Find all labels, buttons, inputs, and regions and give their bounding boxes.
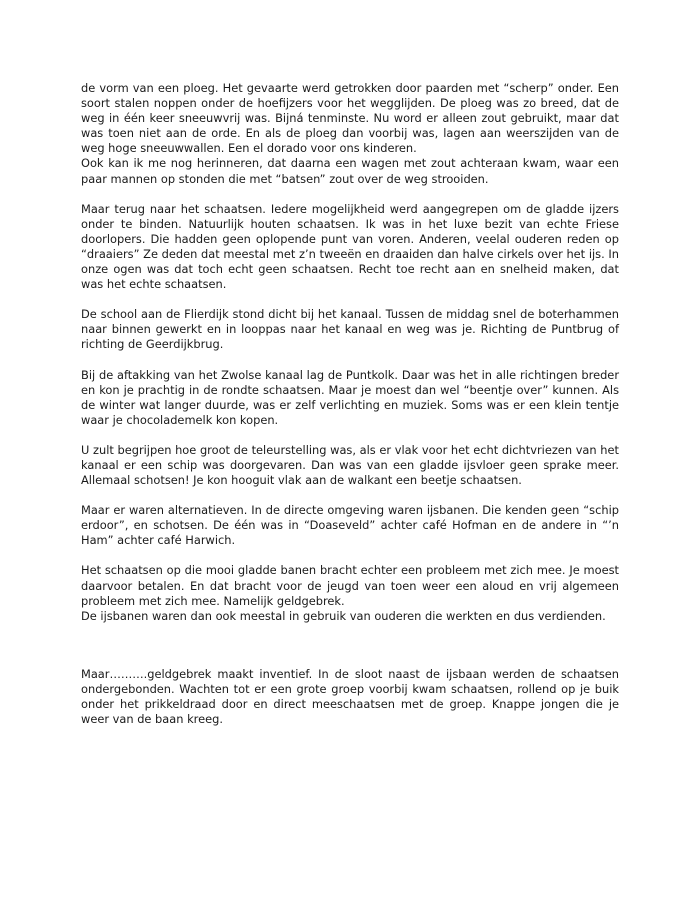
paragraph-spacer	[81, 548, 619, 563]
paragraph-spacer	[81, 187, 619, 202]
paragraph-disappointment: U zult begrijpen hoe groot de teleurstelling was, als er vlak voor het echt dichtvriezen van het kanaal er een schip was doorgevaren. Dan was van een gladde ijsvloer geen sprake meer. Allemaal schotsen! Je kon hooguit vlak aan de walkant een beetje schaatsen.	[81, 442, 619, 488]
paragraph-spacer	[81, 428, 619, 443]
paragraph-skating: Maar terug naar het schaatsen. Iedere mogelijkheid werd aangegrepen om de gladde ijzers onder te binden. Natuurlijk houten schaatsen. Ik was in het luxe bezit van echte Friese doorlopers. Die hadden geen oplopende punt van voren. Anderen, veelal ouderen reden op “draaiers” Ze deden dat meestal met z’n tweeën en draaiden dan halve cirkels over het ijs. In onze ogen was dat toch echt geen schaatsen. Recht toe recht aan en snelheid maken, dat was het echte schaatsen.	[81, 201, 619, 292]
document-page	[81, 81, 619, 727]
paragraph-spacer	[81, 292, 619, 307]
paragraph-alternatives: Maar er waren alternatieven. In de directe omgeving waren ijsbanen. Die kenden geen “schip erdoor”, en schotsen. De één was in “Doaseveld” achter café Hofman en de andere in “’n Ham” achter café Harwich.	[81, 503, 619, 548]
paragraph-paying: Het schaatsen op die mooi gladde banen bracht echter een probleem met zich mee. Je moest daarvoor betalen. En dat bracht voor de jeugd van toen weer een aloud en vrij algemeen probleem met zich mee. Namelijk geldgebrek.	[81, 563, 619, 608]
paragraph-inventive: Maar……….geldgebrek maakt inventief. In de sloot naast de ijsbaan werden de schaatsen ondergebonden. Wachten tot er een grote groep voorbij kwam schaatsen, rollend op je buik onder het prikkeldraad door en direct meeschaatsen met de groep. Knappe jongen die je weer van de baan kreeg.	[81, 666, 619, 727]
paragraph-ouderen: De ijsbanen waren dan ook meestal in gebruik van ouderen die werkten en dus verdienden.	[81, 608, 606, 623]
paragraph-spacer	[81, 353, 619, 368]
paragraph-salt-wagon: Ook kan ik me nog herinneren, dat daarna een wagen met zout achteraan kwam, waar een paar mannen op stonden die met “batsen” zout over de weg strooiden.	[81, 156, 619, 186]
paragraph-snowplow: de vorm van een ploeg. Het gevaarte werd getrokken door paarden met “scherp” onder. Een soort stalen noppen onder de hoefijzers voor het wegglijden. De ploeg was zo breed, dat de weg in één keer sneeuwvrij was. Bijná tenminste. Nu word er alleen zout gebruikt, maar dat was toen niet aan de orde. En als de ploeg dan voorbij was, lagen aan weerszijden van de weg hoge sneeuwwallen. Een el dorado voor ons kinderen.	[81, 81, 619, 156]
paragraph-spacer	[81, 488, 619, 503]
paragraph-puntkolk: Bij de aftakking van het Zwolse kanaal lag de Puntkolk. Daar was het in alle richtingen breder en kon je prachtig in de rondte schaatsen. Maar je moest dan wel “beentje over” kunnen. Als de winter wat langer duurde, was er zelf verlichting en muziek. Soms was er een klein tentje waar je chocolademelk kon kopen.	[81, 367, 619, 427]
section-spacer	[81, 624, 619, 667]
paragraph-school: De school aan de Flierdijk stond dicht bij het kanaal. Tussen de middag snel de boterhammen naar binnen gewerkt en in looppas naar het kanaal en weg was je. Richting de Puntbrug of richting de Geerdijkbrug.	[81, 307, 619, 352]
